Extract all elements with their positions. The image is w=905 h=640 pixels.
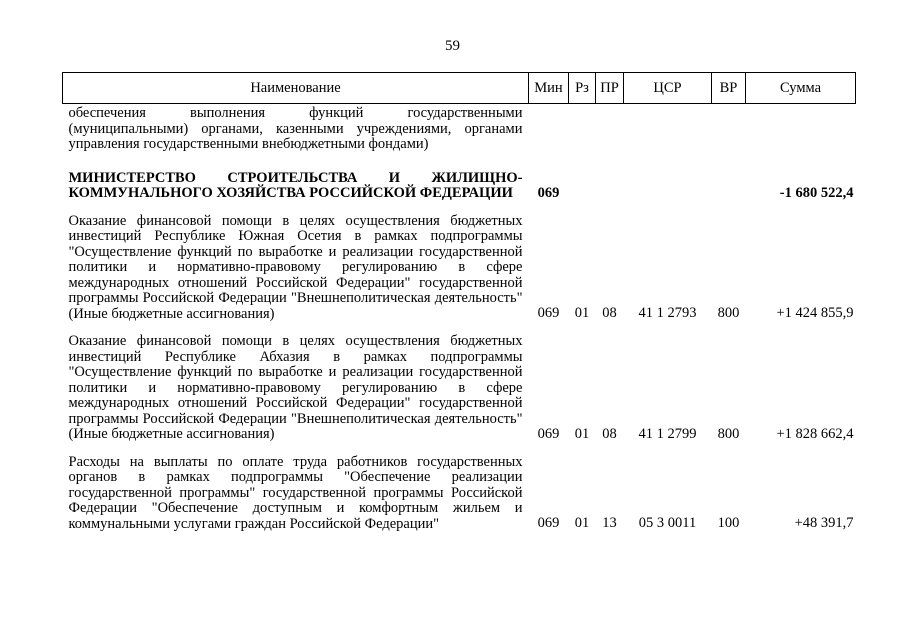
row-pr: 08 (602, 425, 617, 442)
row-vr: 800 (717, 425, 740, 442)
row-name: Расходы на выплаты по оплате труда работников государственных органов в рамках подпрограммы "Обеспечение реализации государственной программы" государственной программы Российской Федерации "Обеспечение доступным и комфортным жильем и коммунальными услугами граждан Российской Федерации" (68, 453, 523, 532)
row-pr (596, 157, 624, 202)
page-number: 59 (445, 38, 460, 54)
table-row (63, 104, 856, 157)
row-csr: 41 1 2799 (638, 425, 697, 442)
row-vr: 800 (717, 305, 740, 321)
row-name: Оказание финансовой помощи в целях осуществления бюджетных инвестиций Республике Южная Осетия в рамках подпрограммы "Осуществление функций по выработке и реализации государственной политики и нормативно-правовому регулированию в сфере международных отношений Российской Федерации" государственной программы Российской Федерации "Внешнеполитическая деятельность" (Иные бюджетные ассигнования) (68, 212, 523, 322)
header-vr: ВР (712, 73, 746, 104)
table-row (63, 443, 856, 533)
row-csr (624, 157, 712, 202)
row-csr: 05 3 0011 (638, 515, 697, 531)
header-pr: ПР (596, 73, 624, 104)
header-csr: ЦСР (624, 73, 712, 104)
row-pr: 13 (602, 515, 617, 531)
row-pr: 08 (602, 305, 617, 321)
row-name: Оказание финансовой помощи в целях осуществления бюджетных инвестиций Республике Абхазия в рамках подпрограммы "Осуществление функций по выработке и реализации государственной политики и нормативно-правовому регулированию в сфере международных отношений Российской Федерации" государственной программы Российской Федерации "Внешнеполитическая деятельность" (Иные бюджетные ассигнования) (68, 333, 523, 442)
row-pr (596, 104, 624, 157)
row-name: обеспечения выполнения функций государственными (муниципальными) органами, казенными учреждениями, органами управления государственными внебюджетными фондами) (68, 105, 523, 152)
row-sum (746, 104, 856, 157)
table-row (63, 157, 856, 202)
budget-table (62, 72, 856, 532)
row-sum: +1 424 855,9 (776, 305, 854, 321)
row-csr: 41 1 2793 (638, 305, 697, 321)
row-min: 069 (537, 305, 560, 321)
table-header (63, 73, 856, 104)
row-name: МИНИСТЕРСТВО СТРОИТЕЛЬСТВА И ЖИЛИЩНО-КОММУНАЛЬНОГО ХОЗЯЙСТВА РОССИЙСКОЙ ФЕДЕРАЦИИ (68, 169, 523, 201)
row-sum: +1 828 662,4 (776, 425, 854, 442)
row-rz (569, 104, 596, 157)
header-name: Наименование (63, 73, 529, 104)
row-vr (712, 104, 746, 157)
row-rz: 01 (574, 305, 590, 321)
row-rz: 01 (574, 425, 590, 442)
row-min (529, 104, 569, 157)
row-rz: 01 (574, 515, 590, 531)
row-sum: +48 391,7 (794, 515, 854, 531)
row-csr (624, 104, 712, 157)
row-min: 069 (537, 515, 560, 531)
table-row (63, 202, 856, 323)
row-vr: 100 (717, 515, 740, 531)
row-sum: -1 680 522,4 (779, 184, 854, 201)
header-rz: Рз (569, 73, 596, 104)
row-min: 069 (537, 184, 560, 201)
header-min: Мин (529, 73, 569, 104)
header-sum: Сумма (746, 73, 856, 104)
table-row (63, 322, 856, 443)
row-rz (569, 157, 596, 202)
row-min: 069 (537, 425, 560, 442)
row-vr (712, 157, 746, 202)
